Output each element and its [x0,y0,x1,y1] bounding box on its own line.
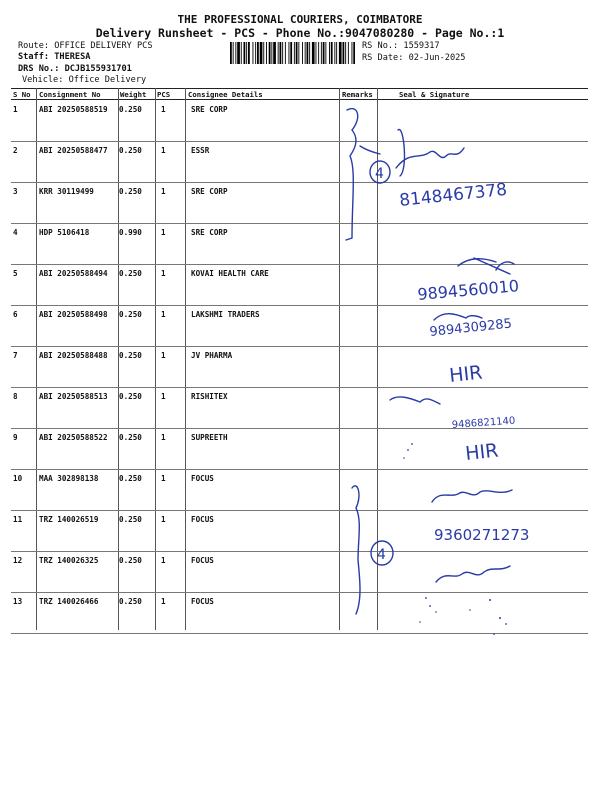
row-sno: 12 [13,556,23,565]
row-consignee: SUPREETH [191,433,228,442]
runsheet-subtitle: Delivery Runsheet - PCS - Phone No.:9047080280 - Page No.:1 [95,26,505,40]
row-consignment-no: ABI 20250588477 [39,146,108,155]
row-sno: 9 [13,433,18,442]
row-pcs: 1 [161,310,166,319]
col-header-pcs: PCS [157,90,171,99]
row-weight: 0.250 [119,597,142,606]
row-sno: 2 [13,146,18,155]
col-header-sno: S No [13,90,31,99]
row-consignment-no: HDP 5106418 [39,228,90,237]
row-sno: 3 [13,187,18,196]
row-consignment-no: KRR 30119499 [39,187,94,196]
phone-row9: 9486821140 [451,415,516,431]
row-consignee: KOVAI HEALTH CARE [191,269,269,278]
row-pcs: 1 [161,597,166,606]
row-weight: 0.250 [119,556,142,565]
row-consignee: RISHITEX [191,392,228,401]
table-row [11,428,588,469]
rs-number: RS No.: 1559317 [362,41,440,51]
row-pcs: 1 [161,474,166,483]
table-row [11,551,588,592]
row-consignee: SRE CORP [191,187,228,196]
barcode-image [230,42,355,64]
company-title: THE PROFESSIONAL COURIERS, COIMBATORE [177,13,423,26]
row-consignee: ESSR [191,146,210,155]
phone-row11: 9360271273 [434,526,530,544]
row-consignee: LAKSHMI TRADERS [191,310,260,319]
phone-row3: 8148467378 [398,179,509,211]
row-divider [11,633,588,634]
row-weight: 0.250 [119,310,142,319]
row-consignee: FOCUS [191,556,214,565]
row-sno: 1 [13,105,18,114]
row-weight: 0.250 [119,392,142,401]
row-weight: 0.990 [119,228,142,237]
row-pcs: 1 [161,228,166,237]
row-weight: 0.250 [119,474,142,483]
row-consignee: FOCUS [191,515,214,524]
row-sno: 10 [13,474,23,483]
row-sno: 7 [13,351,18,360]
row-weight: 0.250 [119,269,142,278]
row-weight: 0.250 [119,146,142,155]
table-row [11,100,588,141]
table-row [11,387,588,428]
table-row [11,264,588,305]
row-consignment-no: ABI 20250588494 [39,269,108,278]
remark-count-top: 4 [375,166,384,182]
vehicle-label: Vehicle: Office Delivery [22,75,147,85]
table-row [11,346,588,387]
row-sno: 13 [13,597,23,606]
row-pcs: 1 [161,187,166,196]
col-header-consignee: Consignee Details [188,90,263,99]
row-consignment-no: ABI 20250588513 [39,392,108,401]
table-top-rule [11,88,588,89]
rs-date: RS Date: 02-Jun-2025 [362,53,466,63]
row-consignment-no: TRZ 140026466 [39,597,99,606]
remark-count-bottom: 4 [377,547,386,563]
route-label: Route: OFFICE DELIVERY PCS [18,41,153,51]
row-consignment-no: ABI 20250588519 [39,105,108,114]
row-sno: 4 [13,228,18,237]
row-weight: 0.250 [119,433,142,442]
staff-label: Staff: THERESA [18,52,91,62]
table-row [11,141,588,182]
row-weight: 0.250 [119,515,142,524]
row-consignment-no: TRZ 140026325 [39,556,99,565]
hir-row7: HIR [448,361,484,387]
row-weight: 0.250 [119,187,142,196]
row-weight: 0.250 [119,351,142,360]
row-pcs: 1 [161,515,166,524]
row-consignee: FOCUS [191,597,214,606]
table-row [11,305,588,346]
row-pcs: 1 [161,556,166,565]
row-consignee: FOCUS [191,474,214,483]
col-header-consignment: Consignment No [39,90,101,99]
table-row [11,469,588,510]
row-consignment-no: ABI 20250588488 [39,351,108,360]
row-consignee: JV PHARMA [191,351,233,360]
row-pcs: 1 [161,392,166,401]
row-consignee: SRE CORP [191,228,228,237]
table-row [11,179,588,223]
phone-row5: 9894560010 [416,276,520,304]
runsheet-table [11,88,588,630]
col-header-remarks: Remarks [342,90,373,99]
table-row [11,510,588,551]
hir-row9: HIR [464,439,500,465]
col-header-signature: Seal & Signature [399,90,470,99]
row-consignment-no: ABI 20250588522 [39,433,108,442]
phone-row6: 9894309285 [428,316,513,340]
row-pcs: 1 [161,269,166,278]
row-consignee: SRE CORP [191,105,228,114]
row-consignment-no: MAA 302898138 [39,474,99,483]
row-sno: 5 [13,269,18,278]
row-pcs: 1 [161,105,166,114]
col-header-weight: Weight [120,90,147,99]
drs-number: DRS No.: DCJB155931701 [18,64,132,74]
row-pcs: 1 [161,146,166,155]
row-sno: 8 [13,392,18,401]
row-consignment-no: TRZ 140026519 [39,515,99,524]
row-sno: 11 [13,515,23,524]
row-sno: 6 [13,310,18,319]
row-consignment-no: ABI 20250588498 [39,310,108,319]
row-pcs: 1 [161,433,166,442]
table-row [11,592,588,633]
row-pcs: 1 [161,351,166,360]
row-weight: 0.250 [119,105,142,114]
table-row [11,223,588,264]
